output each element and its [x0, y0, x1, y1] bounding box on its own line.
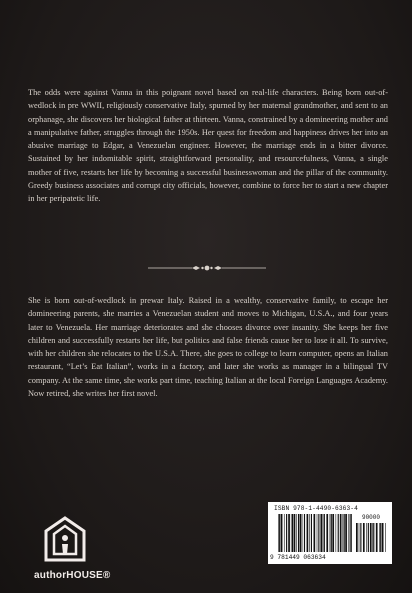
barcode-bar [360, 523, 361, 552]
barcode-bar [348, 514, 349, 552]
barcode-bar [317, 514, 318, 552]
barcode-bar [294, 514, 296, 552]
barcode-bar [343, 514, 344, 552]
barcode-bar [286, 514, 287, 552]
barcode-bar [279, 514, 280, 552]
barcode-bar [320, 514, 322, 552]
addon-barcode-bars [356, 523, 386, 552]
author-bio-paragraph: She is born out-of-wedlock in prewar Italy. Raised in a wealthy, conservative family, to escape her domineering parents, she marries a Venezuelan student and moves to Michigan, U.S.A., and four years later to Venezuela. Her marriage deteriorates and she chooses divorce over insanity. She keeps her five children and successfully restarts her life, but politics and false friends cause her to lose it all. To survive, with her children she relocates to the U.S.A. There, she goes to college to learn computer, opens an Italian restaurant, “Let’s Eat Italian”, works in a factory, and later she works as manager in a bilingual TV company. At the same time, she works part time, teaching Italian at the local Foreign Languages Academy. Now retired, she writes her first novel. [28, 296, 388, 398]
barcode-bar [366, 523, 367, 552]
barcode-bar [326, 514, 328, 552]
barcode-bar [340, 514, 342, 552]
publisher-logo [34, 516, 114, 586]
isbn-barcode [268, 502, 392, 564]
barcode-bar [318, 514, 319, 552]
barcode-bar [331, 514, 332, 552]
barcode-bar [338, 514, 339, 552]
barcode-bar [298, 514, 299, 552]
barcode-bar [324, 514, 325, 552]
ornament-divider-icon [148, 263, 266, 273]
barcode-bar [296, 514, 297, 552]
barcode-bar [281, 514, 283, 552]
ean-barcode-bars [278, 514, 352, 552]
barcode-bar [332, 514, 334, 552]
barcode-bar [284, 514, 285, 552]
synopsis-paragraph: The odds were against Vanna in this poignant novel based on real-life characters. Being born out-of- wedlock in pre WWII, religiously conservative Italy, spurned by her maternal grandmother, and sent to an orphanage, she discovers her biological father at thirteen. Vanna, constrained by a domineering mother and a manipulative father, struggles through the 1950s. Her quest for freedom and happiness drives her into an abusive marriage to Edgar, a Venezuelan engineer. However, the marriage ends in a bitter divorce. Sustained by her indomitable spirit, straightforward personality, and resourcefulness, Vanna, a single mother of five, restarts her life by becoming a successful businesswoman and the pillar of the community. Greedy business associates and corrupt city officials, however, combine to force her to start a new chapter in her peripatetic life. [28, 88, 388, 203]
barcode-bar [376, 523, 378, 552]
barcode-bar [292, 514, 293, 552]
isbn-label: ISBN 978-1-4490-6363-4 [274, 505, 358, 512]
publisher-name: authorHOUSE® [34, 570, 111, 581]
barcode-bar [288, 514, 290, 552]
barcode-bar [356, 523, 358, 552]
barcode-bar [300, 514, 302, 552]
barcode-bar [370, 523, 372, 552]
barcode-bar [379, 523, 380, 552]
barcode-bar [307, 514, 309, 552]
barcode-bar [291, 514, 292, 552]
barcode-bar [359, 523, 360, 552]
barcode-bar [336, 514, 337, 552]
barcode-bar [311, 514, 312, 552]
barcode-bar [363, 523, 365, 552]
barcode-bar [304, 514, 305, 552]
barcode-bar [350, 514, 351, 552]
barcode-addon-number: 90000 [361, 514, 380, 521]
barcode-bar [302, 514, 303, 552]
ean-number: 9 781449 063634 [270, 554, 326, 561]
barcode-bar [323, 514, 324, 552]
barcode-bar [380, 523, 381, 552]
barcode-bar [368, 523, 369, 552]
barcode-bar [314, 514, 316, 552]
barcode-bar [278, 514, 279, 552]
barcode-bar [351, 514, 352, 552]
barcode-bar [373, 523, 374, 552]
barcode-bar [330, 514, 331, 552]
barcode-bar [309, 514, 310, 552]
barcode-bar [382, 523, 384, 552]
barcode-bar [372, 523, 373, 552]
authorhouse-logo-icon [44, 516, 86, 564]
barcode-bar [345, 514, 347, 552]
barcode-bar [344, 514, 345, 552]
barcode-bar [385, 523, 386, 552]
